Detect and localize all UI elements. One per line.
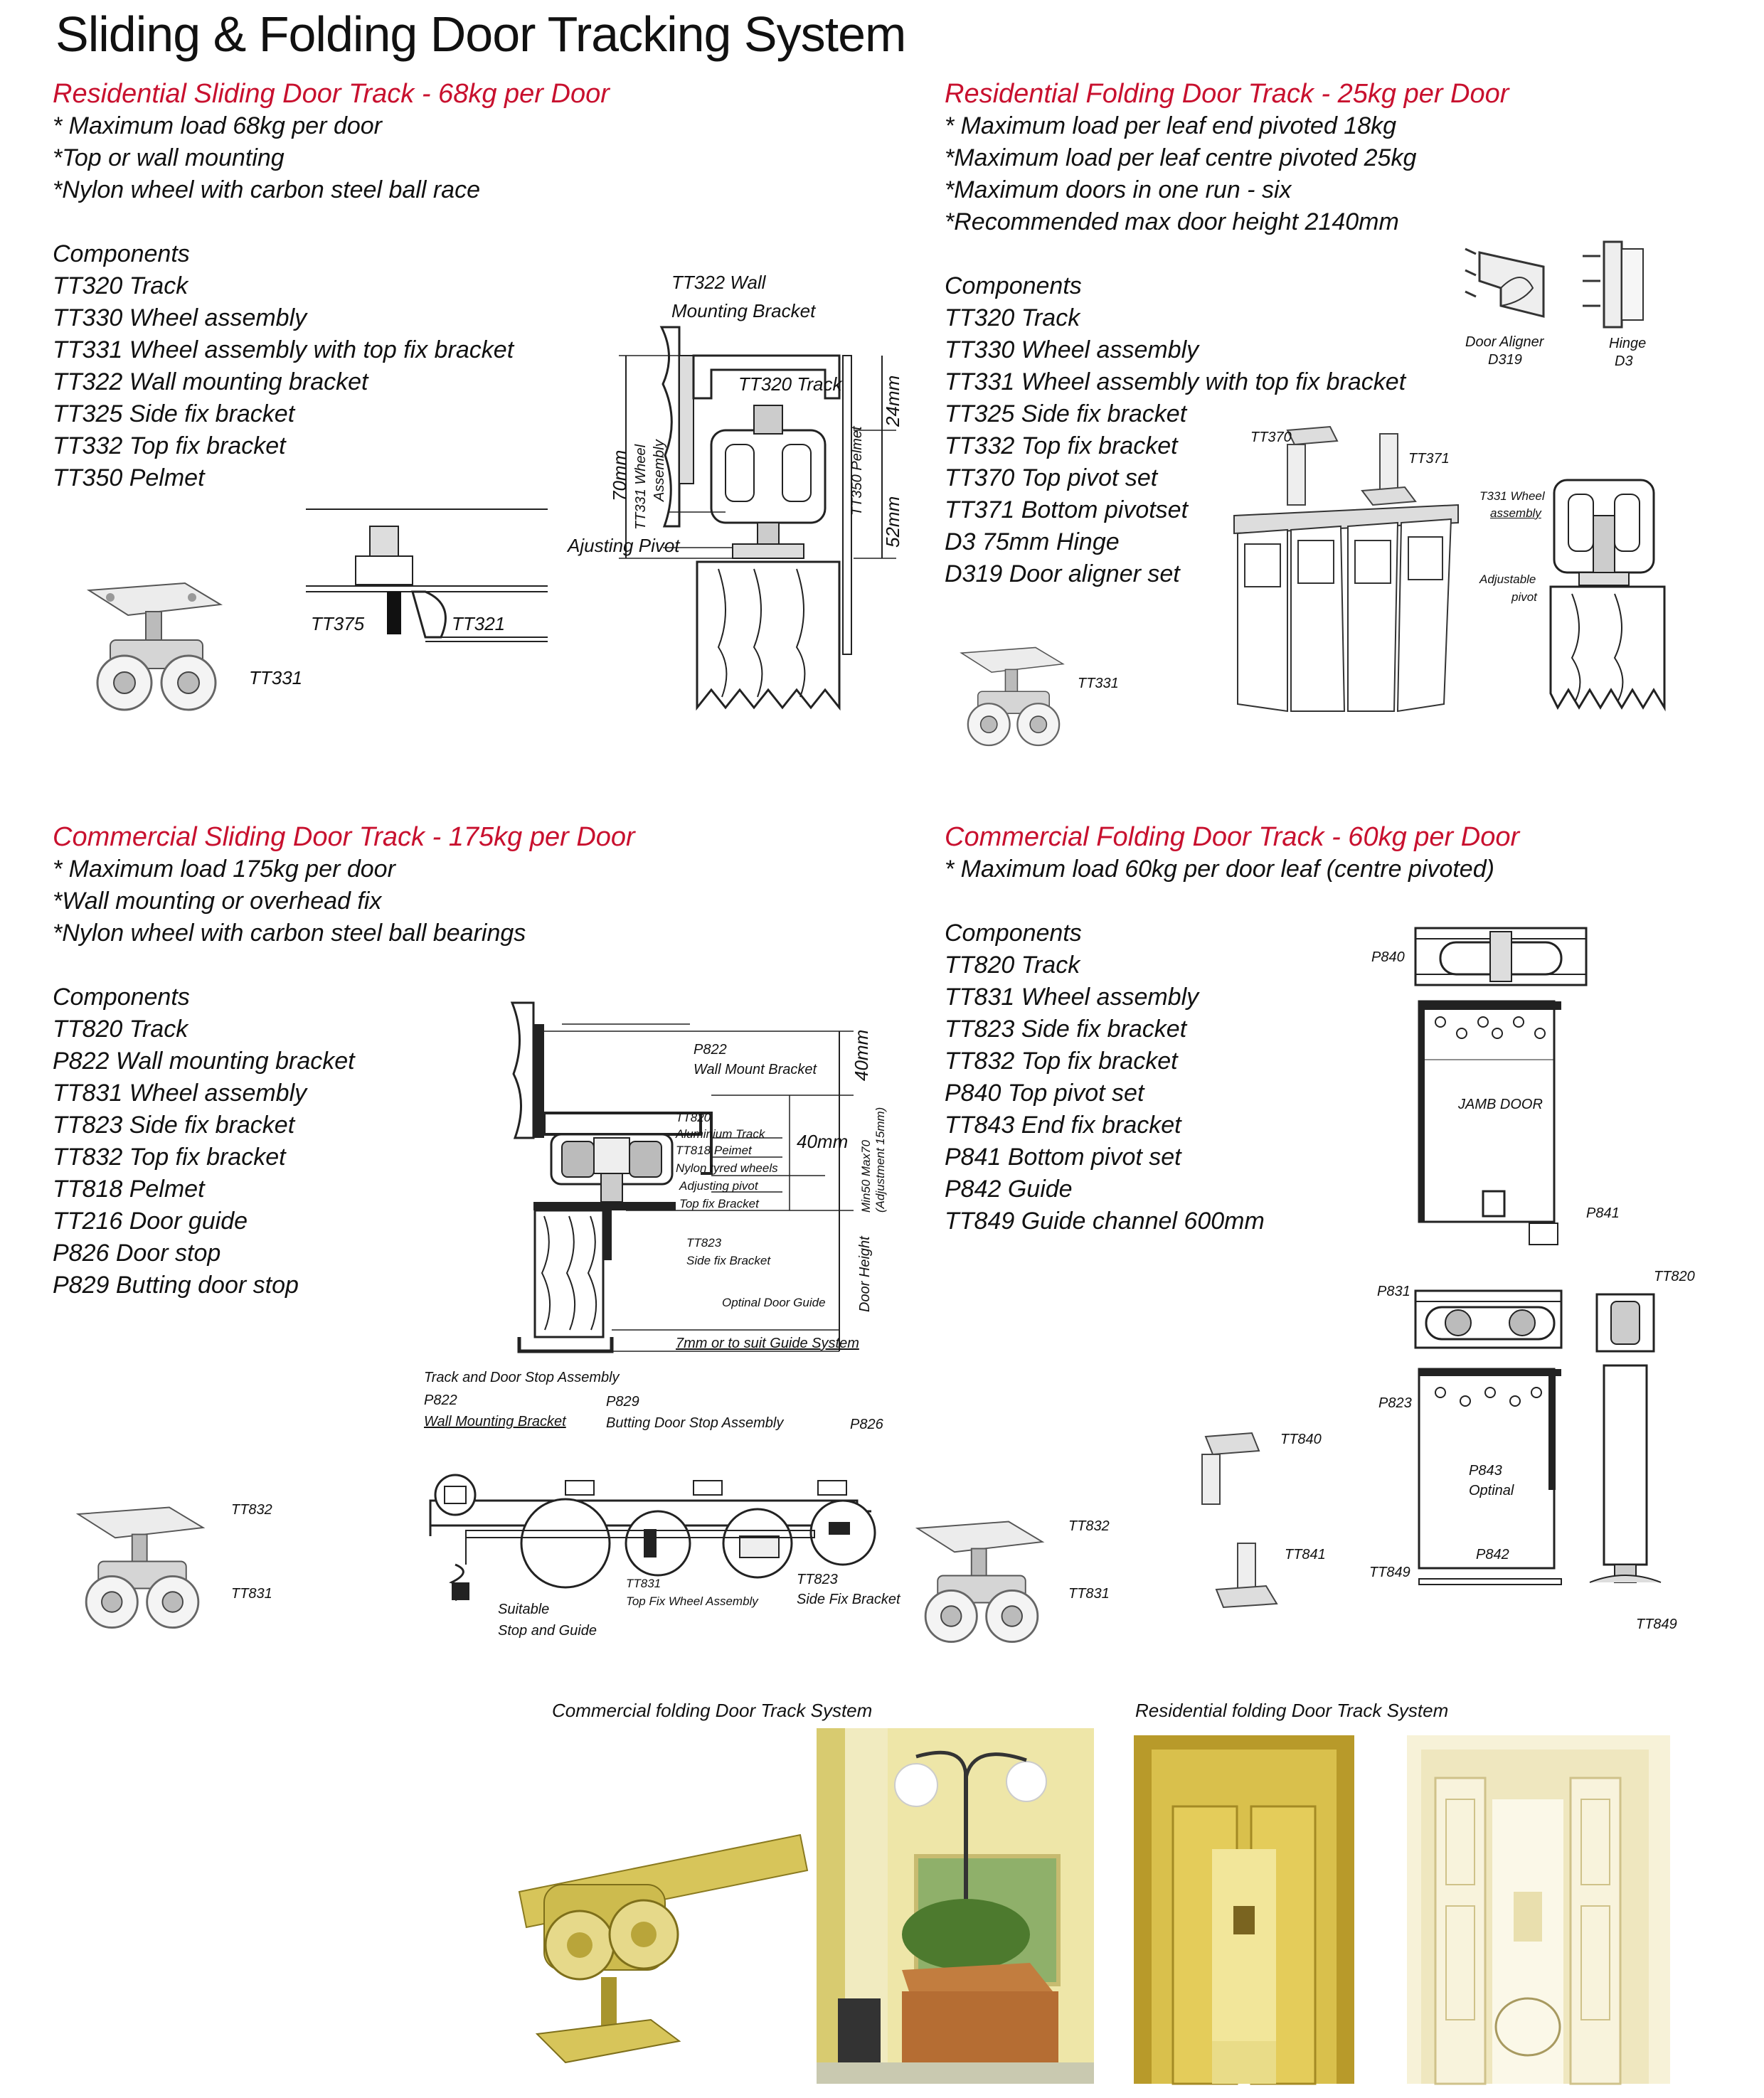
components-heading: Components <box>53 240 190 267</box>
label-optinal: Optinal <box>1469 1483 1514 1498</box>
components-heading: Components <box>945 920 1082 947</box>
label-p841: P841 <box>1586 1205 1620 1221</box>
feature-line: * Maximum load 60kg per door leaf (centre pivoted) <box>945 856 1494 883</box>
component-item: TT849 Guide channel 600mm <box>945 1208 1265 1235</box>
label-tt840: TT840 <box>1280 1432 1322 1447</box>
label-p831: P831 <box>1377 1284 1410 1299</box>
label-adjustment: (Adjustment 15mm) <box>873 1107 887 1213</box>
label-tt831b: TT831 <box>626 1577 662 1590</box>
feature-line: *Nylon wheel with carbon steel ball race <box>53 176 480 203</box>
component-item: TT832 Top fix bracket <box>53 1144 286 1171</box>
feature-line: *Recommended max door height 2140mm <box>945 208 1399 235</box>
label-wall-bracket-2: Mounting Bracket <box>671 300 816 321</box>
component-item: TT831 Wheel assembly <box>53 1080 307 1107</box>
tt841-illustration <box>1209 1540 1287 1611</box>
label-p842: P842 <box>1476 1547 1509 1562</box>
res-folding-features <box>945 110 1416 238</box>
label-pivot: Ajusting Pivot <box>568 535 680 556</box>
component-item: TT818 Pelmet <box>53 1176 205 1203</box>
label-min-max: Min50 Max70 <box>859 1139 873 1213</box>
feature-line: *Wall mounting or overhead fix <box>53 888 382 915</box>
label-optinal-guide: Optinal Door Guide <box>722 1296 826 1309</box>
label-p826: P826 <box>850 1417 883 1432</box>
component-item: TT350 Pelmet <box>53 464 205 491</box>
hinge-illustration <box>1576 235 1654 334</box>
caption-residential: Residential folding Door Track System <box>1135 1700 1449 1721</box>
com-folding-title: Commercial Folding Door Track - 60kg per Door <box>945 822 1520 852</box>
label-tt321: TT321 <box>452 613 506 634</box>
label-stop-guide: Stop and Guide <box>498 1623 597 1639</box>
residential-door-photo-2 <box>1407 1735 1670 2084</box>
component-item: TT820 Track <box>53 1016 188 1043</box>
res-sliding-title: Residential Sliding Door Track - 68kg per Door <box>53 79 610 109</box>
label-tt831: TT831 <box>231 1586 272 1602</box>
res-folding-title: Residential Folding Door Track - 25kg per Door <box>945 79 1509 109</box>
label-tt820: TT820 <box>1654 1269 1695 1284</box>
label-tt849: TT849 <box>1369 1565 1410 1580</box>
folding-doors-illustration <box>1231 501 1465 718</box>
label-dim-40: 40mm <box>851 1029 872 1081</box>
feature-line: * Maximum load 68kg per door <box>53 112 383 139</box>
label-d3: D3 <box>1615 353 1633 369</box>
component-item: TT331 Wheel assembly with top fix bracket <box>53 336 514 363</box>
label-tt820: TT820 <box>676 1111 711 1124</box>
label-p840: P840 <box>1371 949 1405 965</box>
label-t331-wheel: T331 Wheel <box>1479 489 1545 503</box>
label-p829: P829 <box>606 1394 639 1410</box>
component-item: D319 Door aligner set <box>945 560 1180 587</box>
component-item: TT332 Top fix bracket <box>53 432 286 459</box>
commercial-room-photo <box>817 1728 1094 2084</box>
label-wall-mounting: Wall Mounting Bracket <box>424 1414 566 1429</box>
label-top-fix: Top fix Bracket <box>679 1197 759 1210</box>
label-tt841: TT841 <box>1285 1547 1326 1562</box>
component-item: TT322 Wall mounting bracket <box>53 368 368 395</box>
component-item: P826 Door stop <box>53 1240 221 1267</box>
component-item: P822 Wall mounting bracket <box>53 1048 355 1075</box>
component-item: TT330 Wheel assembly <box>945 336 1199 363</box>
label-wall-bracket: TT322 Wall <box>671 272 766 293</box>
component-item: P842 Guide <box>945 1176 1073 1203</box>
res-sliding-components <box>53 238 514 494</box>
component-item: TT320 Track <box>53 272 188 299</box>
label-tt370: TT370 <box>1250 430 1292 445</box>
tt832-tt831-wheel-illustration <box>64 1501 220 1636</box>
res-sliding-features <box>53 110 480 206</box>
label-tt849b: TT849 <box>1636 1617 1677 1632</box>
components-heading: Components <box>945 272 1082 299</box>
label-p822: P822 <box>694 1042 727 1058</box>
feature-line: *Maximum doors in one run - six <box>945 176 1292 203</box>
residential-door-photo-1 <box>1134 1735 1354 2084</box>
component-item: P829 Butting door stop <box>53 1272 299 1299</box>
component-item: TT330 Wheel assembly <box>53 304 307 331</box>
label-wheel-assembly: TT331 Wheel <box>633 444 649 530</box>
tt832-tt831-folding-wheel-illustration <box>903 1515 1060 1650</box>
label-t331-assembly: assembly <box>1490 506 1541 520</box>
feature-line: *Nylon wheel with carbon steel ball bearings <box>53 920 526 947</box>
label-nylon: Nylon tyred wheels <box>676 1161 778 1175</box>
jamb-door-diagram <box>1412 925 1590 1259</box>
label-adj-pivot: pivot <box>1511 590 1537 604</box>
com-folding-components <box>945 917 1265 1237</box>
tt331-wheel-illustration <box>78 576 235 718</box>
component-item: P840 Top pivot set <box>945 1080 1144 1107</box>
label-tt823: TT823 <box>686 1236 722 1250</box>
component-item: TT820 Track <box>945 952 1080 979</box>
label-tt818: TT818 Peimet <box>676 1144 752 1157</box>
label-tt331-folding: TT331 <box>1078 676 1119 691</box>
component-item: TT216 Door guide <box>53 1208 248 1235</box>
com-sliding-features <box>53 853 526 949</box>
door-aligner-illustration <box>1458 238 1551 331</box>
label-tt831-folding: TT831 <box>1068 1586 1110 1602</box>
label-p823: P823 <box>1378 1395 1412 1411</box>
label-dim-40b: 40mm <box>797 1131 849 1152</box>
label-tt375: TT375 <box>311 613 365 634</box>
feature-line: * Maximum load per leaf end pivoted 18kg <box>945 112 1397 139</box>
label-wheel-assembly-2: Assembly <box>652 440 667 501</box>
com-sliding-components <box>53 981 355 1301</box>
component-item: TT325 Side fix bracket <box>53 400 295 427</box>
component-item: TT331 Wheel assembly with top fix bracket <box>945 368 1406 395</box>
label-suitable: Suitable <box>498 1602 550 1617</box>
label-jamb-door: JAMB DOOR <box>1458 1097 1543 1112</box>
component-item: TT320 Track <box>945 304 1080 331</box>
component-item: TT843 End fix bracket <box>945 1112 1181 1139</box>
feature-line: *Maximum load per leaf centre pivoted 25kg <box>945 144 1417 171</box>
label-tt823b: TT823 <box>797 1572 838 1587</box>
label-dim-24: 24mm <box>882 375 903 427</box>
label-tt371: TT371 <box>1408 451 1450 467</box>
component-item: D3 75mm Hinge <box>945 528 1120 555</box>
commercial-track-photo <box>516 1828 814 2084</box>
label-door-aligner: Door Aligner <box>1465 334 1544 350</box>
label-door-height: Door Height <box>857 1236 873 1312</box>
label-alu-track: Aluminium Track <box>676 1127 765 1141</box>
component-item: P841 Bottom pivot set <box>945 1144 1181 1171</box>
label-tt832: TT832 <box>231 1502 272 1518</box>
label-wall-mount: Wall Mount Bracket <box>694 1062 817 1077</box>
component-item: TT370 Top pivot set <box>945 464 1158 491</box>
components-heading: Components <box>53 984 190 1011</box>
label-pelmet: TT350 Pelmet <box>849 426 865 516</box>
feature-line: * Maximum load 175kg per door <box>53 856 395 883</box>
tt840-illustration <box>1184 1429 1270 1508</box>
label-dim-70: 70mm <box>609 449 630 501</box>
component-item: TT823 Side fix bracket <box>53 1112 295 1139</box>
p831-end-fix-diagram <box>1412 1287 1668 1593</box>
component-item: TT332 Top fix bracket <box>945 432 1178 459</box>
label-track: TT320 Track <box>738 373 842 395</box>
label-p822b: P822 <box>424 1393 457 1408</box>
label-tt832-folding: TT832 <box>1068 1518 1110 1534</box>
label-dim-52: 52mm <box>882 496 903 548</box>
component-item: TT371 Bottom pivotset <box>945 496 1189 523</box>
tt371-bottom-pivot-illustration <box>1355 430 1419 508</box>
label-side-fix: Side fix Bracket <box>686 1254 771 1267</box>
t331-wheel-detail-diagram <box>1544 473 1672 722</box>
component-item: TT831 Wheel assembly <box>945 984 1199 1011</box>
component-item: TT325 Side fix bracket <box>945 400 1187 427</box>
component-item: TT823 Side fix bracket <box>945 1016 1187 1043</box>
com-sliding-title: Commercial Sliding Door Track - 175kg per Door <box>53 822 635 852</box>
label-top-fix-wheel: Top Fix Wheel Assembly <box>626 1594 758 1608</box>
label-butting: Butting Door Stop Assembly <box>606 1415 784 1431</box>
label-adjustable: Adjustable <box>1479 573 1536 586</box>
label-side-fix2: Side Fix Bracket <box>797 1592 900 1607</box>
label-guide-gap: 7mm or to suit Guide System <box>676 1336 859 1351</box>
component-item: TT832 Top fix bracket <box>945 1048 1178 1075</box>
label-stop-assembly: Track and Door Stop Assembly <box>424 1370 620 1385</box>
tt331-small-wheel-illustration <box>953 637 1074 757</box>
label-hinge: Hinge <box>1609 336 1647 351</box>
caption-commercial: Commercial folding Door Track System <box>552 1700 873 1721</box>
feature-line: *Top or wall mounting <box>53 144 285 171</box>
label-p843: P843 <box>1469 1463 1502 1479</box>
label-tt331: TT331 <box>249 667 303 688</box>
label-d319: D319 <box>1488 352 1522 368</box>
label-adj-pivot: Adjusting pivot <box>679 1179 758 1193</box>
com-folding-features <box>945 853 1494 885</box>
page-title: Sliding & Folding Door Tracking System <box>55 6 906 62</box>
